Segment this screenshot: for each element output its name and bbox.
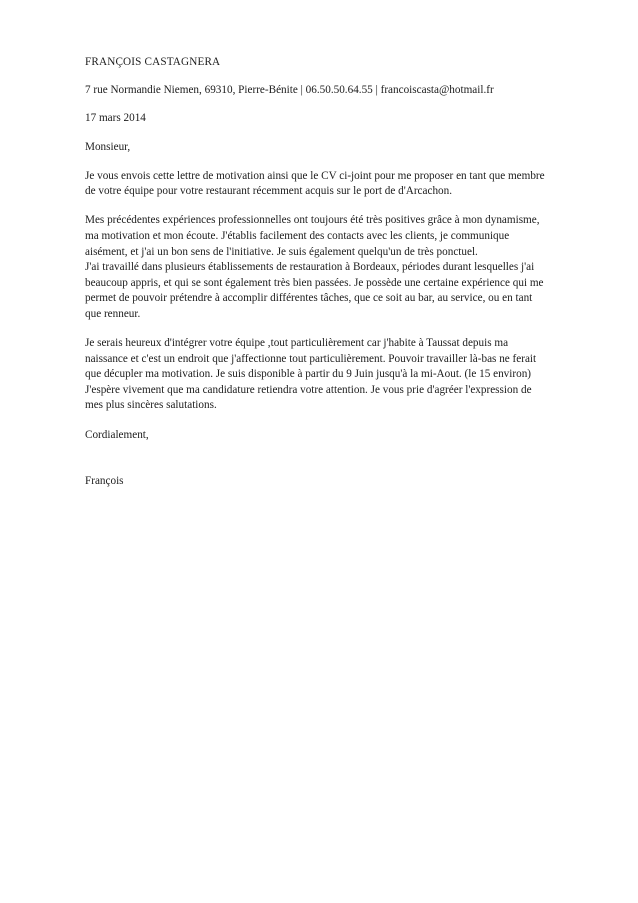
paragraph-1-line-1: Je vous envois cette lettre de motivation ainsi que le CV ci-joint pour me proposer en tant que membre [85, 169, 545, 182]
paragraph-3-line-4: J'espère vivement que ma candidature retiendra votre attention. Je vous prie d'agréer l'expression de [85, 383, 532, 396]
paragraph-3-line-2: naissance et c'est un endroit que j'affectionne tout particulièrement. Pouvoir travailler là-bas ne ferait [85, 352, 537, 365]
paragraph-3-line-1: Je serais heureux d'intégrer votre équipe ,tout particulièrement car j'habite à Taussat depuis ma [85, 337, 509, 349]
salutation: Monsieur, [85, 140, 131, 153]
paragraph-2-line-6: permet de pouvoir prétendre à accomplir différentes tâches, que ce soit au bar, au service, ou en tant [85, 292, 533, 305]
paragraph-3-line-5: mes plus sincères salutations. [85, 399, 217, 412]
paragraph-2 [85, 213, 560, 322]
paragraph-2-line-5: beaucoup appris, et qui se sont également très bien passées. Je possède une certaine expérience qui me [85, 276, 544, 289]
paragraph-2-line-4: J'ai travaillé dans plusieurs établissements de restauration à Bordeaux, périodes durant lesquelles j'ai [85, 261, 535, 274]
paragraph-2-line-1: Mes précédentes expériences professionnelles ont toujours été très positives grâce à mon dynamisme, [85, 214, 540, 227]
paragraph-1-line-2: de votre équipe pour votre restaurant récemment acquis sur le port de d'Arcachon. [85, 185, 453, 198]
paragraph-1 [85, 169, 560, 200]
closing-line: Cordialement, [85, 428, 149, 441]
paragraph-2-line-2: ma motivation et mon écoute. J'établis facilement des contacts avec les clients, je communique [85, 229, 510, 242]
paragraph-2-line-3: aisément, et j'ai un bon sens de l'initiative. Je suis également quelqu'un de très ponctuel. [85, 245, 478, 258]
signature-name: François [85, 474, 124, 487]
letter-date: 17 mars 2014 [85, 112, 146, 125]
paragraph-3 [85, 336, 560, 414]
letter-body [85, 55, 560, 489]
sender-name: FRANÇOIS CASTAGNERA [85, 56, 221, 68]
paragraph-3-line-3: que décupler ma motivation. Je suis disponible à partir du 9 Juin jusqu'à la mi-Aout. (le 15 environ) [85, 368, 532, 381]
contact-line: 7 rue Normandie Niemen, 69310, Pierre-Bénite | 06.50.50.64.55 | francoiscasta@hotmail.fr [85, 84, 494, 97]
paragraph-2-line-7: que renneur. [85, 307, 141, 320]
